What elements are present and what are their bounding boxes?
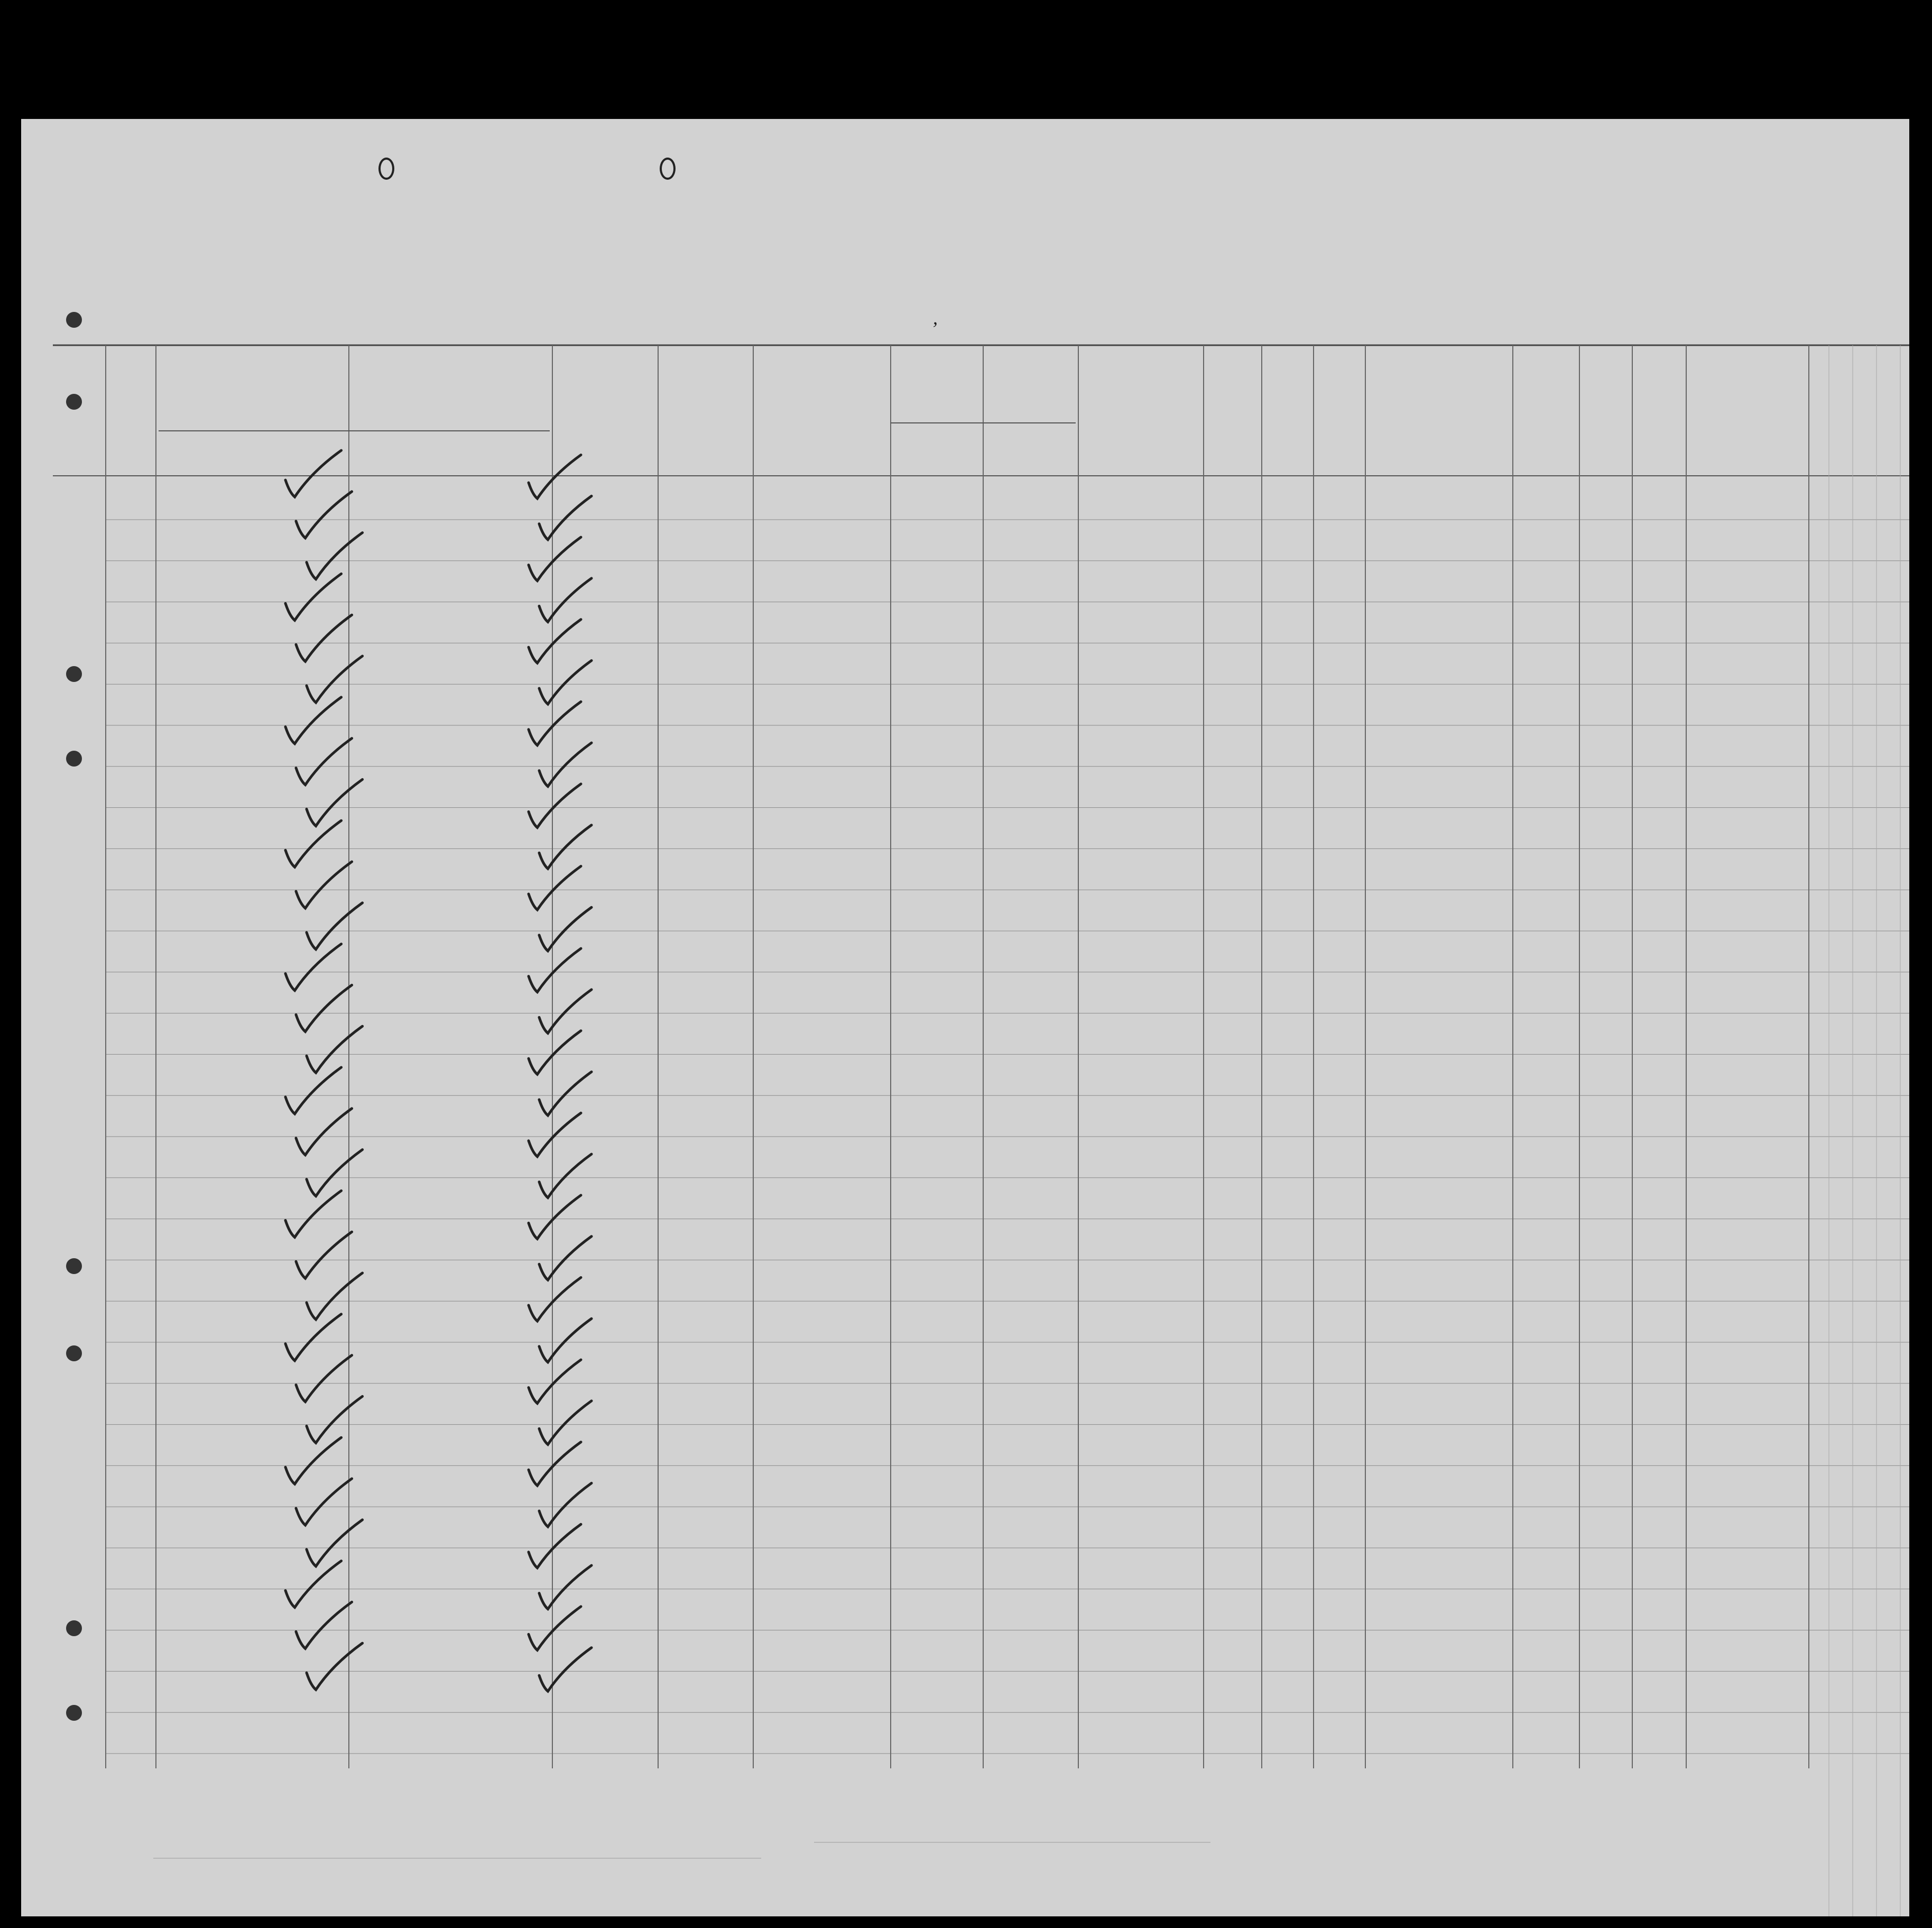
check-mark: [539, 743, 591, 787]
check-mark: [285, 820, 341, 867]
check-marks: [21, 119, 1909, 1916]
check-mark: [285, 1437, 341, 1484]
check-mark: [296, 1232, 352, 1278]
check-mark: [529, 1524, 581, 1568]
check-mark: [529, 866, 581, 910]
check-mark: [307, 1520, 363, 1566]
check-mark: [529, 1442, 581, 1486]
check-mark: [539, 825, 591, 869]
check-mark: [307, 1396, 363, 1443]
check-mark: [529, 1031, 581, 1075]
check-mark: [285, 1067, 341, 1114]
check-mark: [285, 450, 341, 497]
check-mark: [296, 492, 352, 538]
check-mark: [529, 1113, 581, 1157]
date-comma: ,: [933, 307, 938, 328]
check-mark: [539, 496, 591, 540]
check-mark: [285, 1561, 341, 1608]
check-mark: [285, 1191, 341, 1237]
check-mark: [307, 1150, 363, 1196]
check-mark: [285, 574, 341, 620]
check-mark: [529, 620, 581, 663]
check-mark: [296, 985, 352, 1031]
check-mark: [307, 1643, 363, 1690]
check-mark: [296, 1355, 352, 1402]
check-mark: [539, 907, 591, 951]
check-mark: [539, 990, 591, 1034]
check-mark: [539, 1154, 591, 1198]
binder-hole: [66, 1620, 82, 1636]
binder-hole: [66, 1258, 82, 1274]
check-mark: [307, 656, 363, 703]
check-mark: [296, 739, 352, 785]
check-mark: [539, 1483, 591, 1527]
manifest-sheet: [21, 119, 1909, 1916]
binder-hole: [66, 1345, 82, 1361]
check-mark: [529, 1360, 581, 1404]
check-mark: [296, 1479, 352, 1525]
check-mark: [529, 784, 581, 828]
check-mark: [296, 862, 352, 908]
check-mark: [539, 1648, 591, 1692]
check-mark: [539, 1237, 591, 1280]
check-mark: [285, 944, 341, 991]
binder-hole: [66, 1705, 82, 1721]
check-mark: [539, 1401, 591, 1445]
check-mark: [539, 1072, 591, 1116]
check-mark: [529, 1278, 581, 1322]
check-mark: [285, 697, 341, 744]
check-mark: [529, 1607, 581, 1650]
binder-hole: [66, 394, 82, 410]
check-mark: [307, 1273, 363, 1320]
check-mark: [296, 1602, 352, 1648]
check-mark: [285, 1314, 341, 1361]
check-mark: [296, 615, 352, 661]
check-mark: [307, 533, 363, 579]
binder-hole: [66, 751, 82, 767]
check-mark: [296, 1109, 352, 1155]
binder-hole: [66, 666, 82, 682]
check-mark: [539, 661, 591, 705]
check-mark: [529, 702, 581, 745]
check-mark: [307, 903, 363, 949]
check-mark: [529, 948, 581, 992]
check-mark: [539, 578, 591, 622]
check-mark: [307, 1026, 363, 1073]
binder-hole: [66, 312, 82, 328]
check-mark: [539, 1318, 591, 1362]
check-mark: [529, 537, 581, 581]
check-mark: [529, 1195, 581, 1239]
check-mark: [539, 1565, 591, 1609]
check-mark: [307, 779, 363, 826]
check-mark: [529, 455, 581, 499]
